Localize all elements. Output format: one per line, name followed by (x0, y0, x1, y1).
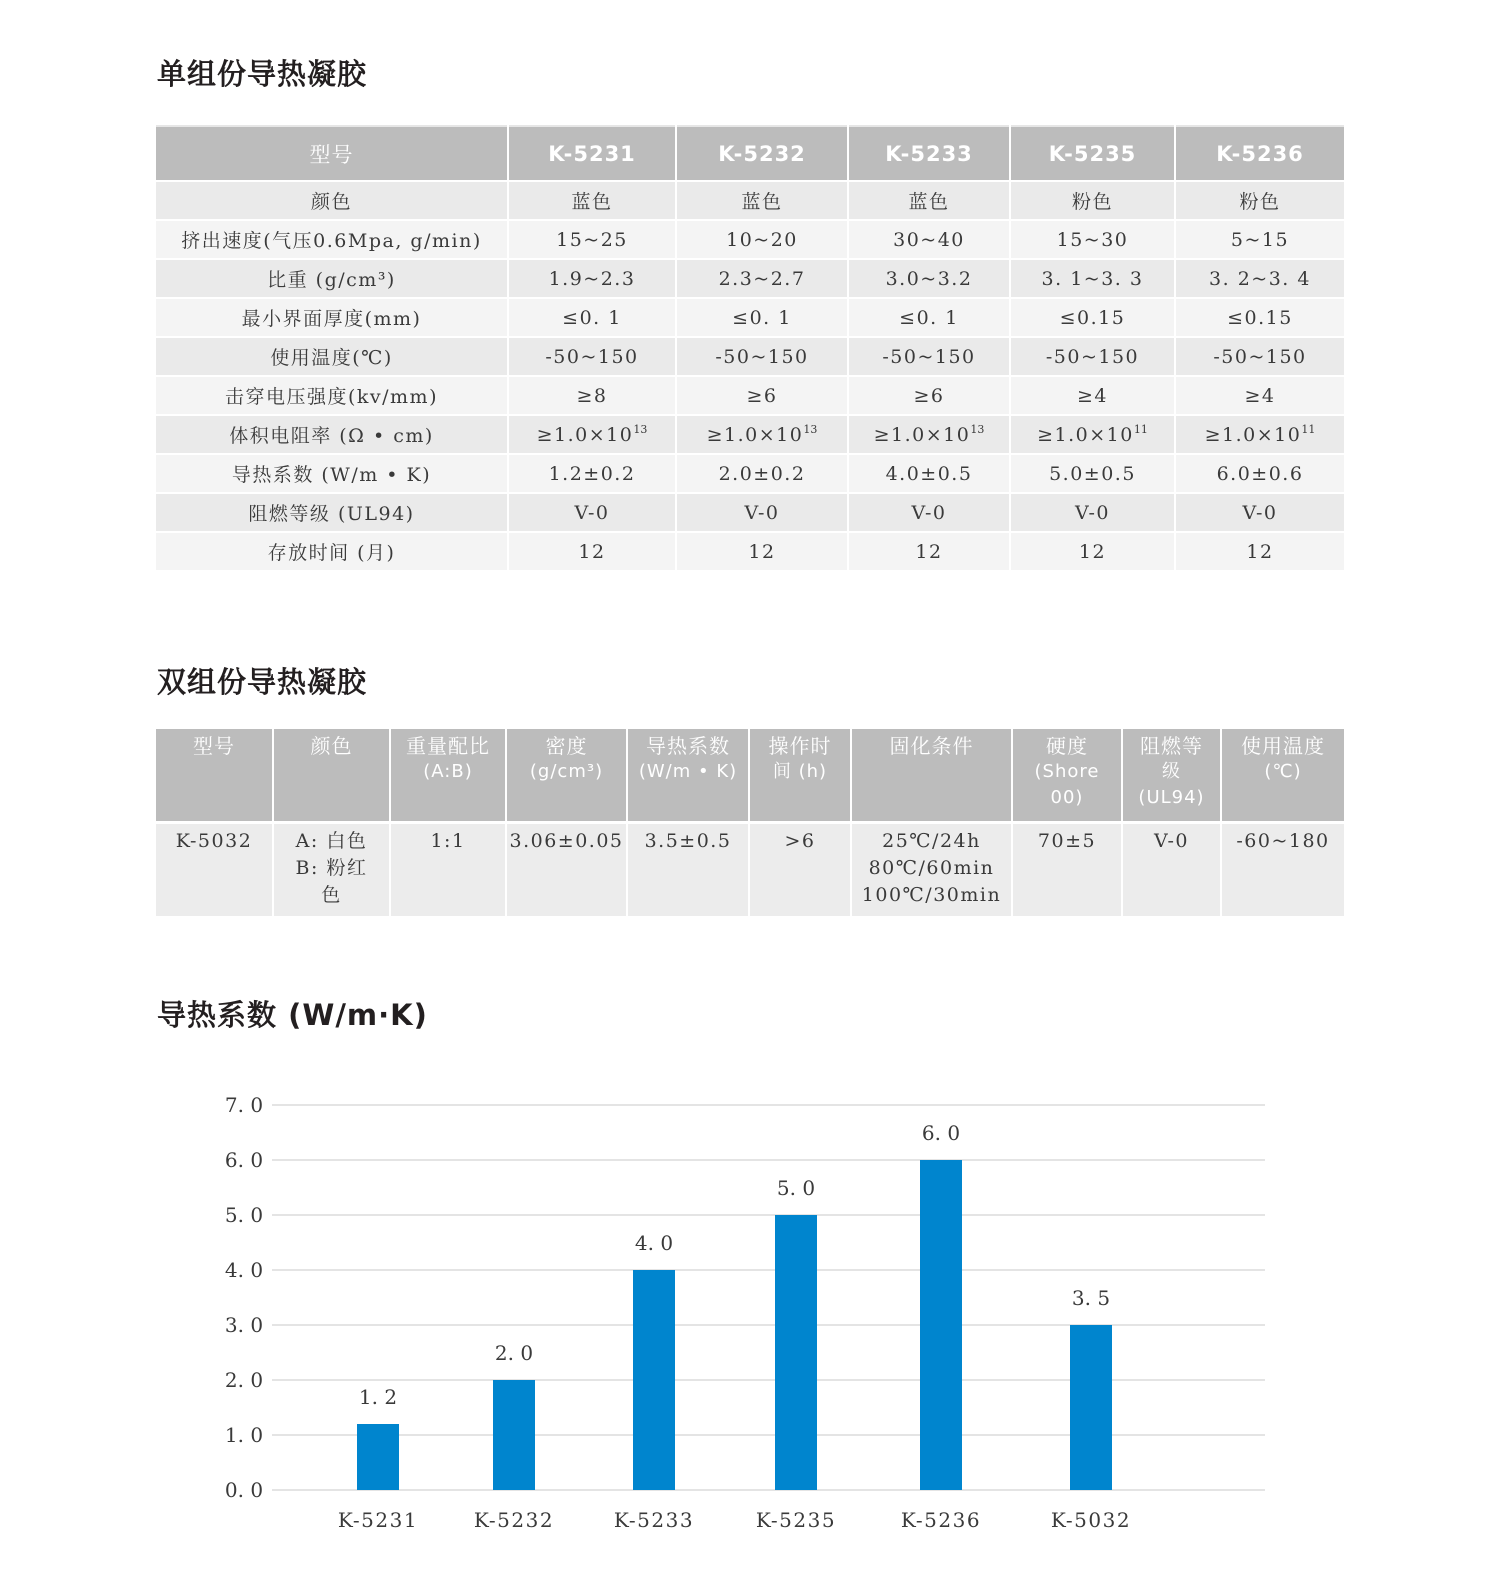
bar-value-label: 2. 0 (494, 1341, 534, 1365)
row-label: 击穿电压强度(kv/mm) (156, 376, 508, 415)
two-component-table (156, 729, 1344, 916)
section-title-single: 单组份导热凝胶 (157, 57, 368, 91)
x-tick-label: K-5231 (337, 1508, 419, 1532)
table-cell: V-0 (1175, 493, 1344, 532)
header-k5233: K-5233 (848, 126, 1010, 181)
table-row (156, 220, 1344, 259)
table-cell: 12 (1010, 532, 1175, 570)
bar-value-label: 1. 2 (358, 1385, 398, 1409)
table-cell: 15~25 (508, 220, 676, 259)
x-tick-label: K-5233 (613, 1508, 695, 1532)
table-cell: 4.0±0.5 (848, 454, 1010, 493)
table-cell: V-0 (1010, 493, 1175, 532)
conductivity-bar-chart (0, 1060, 1500, 1560)
row-label: 比重 (g/cm³) (156, 259, 508, 298)
table-cell: 3. 1~3. 3 (1010, 259, 1175, 298)
table-cell: -50~150 (508, 337, 676, 376)
header-k5232: K-5232 (676, 126, 848, 181)
table-cell: 2.0±0.2 (676, 454, 848, 493)
y-tick-label: 4. 0 (224, 1258, 264, 1282)
table-cell: 12 (1175, 532, 1344, 570)
bar (775, 1215, 817, 1490)
table-row (156, 259, 1344, 298)
table-cell: 3. 2~3. 4 (1175, 259, 1344, 298)
cell-model: K-5032 (156, 823, 273, 917)
cell-color: A: 白色 B: 粉红 色 (273, 823, 390, 917)
y-tick-label: 3. 0 (224, 1313, 264, 1337)
x-tick-label: K-5232 (473, 1508, 555, 1532)
table-cell: 2.3~2.7 (676, 259, 848, 298)
bar (357, 1424, 399, 1490)
cell-operating-time: >6 (749, 823, 851, 917)
table-cell: 3.0~3.2 (848, 259, 1010, 298)
table-cell: ≤0.15 (1175, 298, 1344, 337)
table-cell: 12 (508, 532, 676, 570)
table-row (156, 376, 1344, 415)
table-row (156, 298, 1344, 337)
table-row (156, 823, 1344, 917)
table-cell: ≥4 (1175, 376, 1344, 415)
table-cell: 蓝色 (508, 181, 676, 220)
table-cell: 1.9~2.3 (508, 259, 676, 298)
bar-value-label: 5. 0 (776, 1176, 816, 1200)
table-cell: $\ge 1.0\times 10^{11}$ (1175, 415, 1344, 454)
table-cell: ≤0. 1 (676, 298, 848, 337)
bar-value-label: 4. 0 (634, 1231, 674, 1255)
y-tick-label: 1. 0 (224, 1423, 264, 1447)
table-cell: ≥8 (508, 376, 676, 415)
cell-cure-conditions: 25℃/24h 80℃/60min 100℃/30min (851, 823, 1012, 917)
table-cell: 6.0±0.6 (1175, 454, 1344, 493)
table-cell: ≥6 (676, 376, 848, 415)
bar-value-label: 3. 5 (1071, 1286, 1111, 1310)
table-row (156, 415, 1344, 454)
table-cell: -50~150 (1175, 337, 1344, 376)
table-cell: 15~30 (1010, 220, 1175, 259)
bar (633, 1270, 675, 1490)
table-cell: 30~40 (848, 220, 1010, 259)
bar-value-label: 6. 0 (921, 1121, 961, 1145)
row-label: 体积电阻率 (Ω • cm) (156, 415, 508, 454)
table-cell: V-0 (676, 493, 848, 532)
header-flame-rating: 阻燃等 级 (UL94) (1122, 729, 1221, 823)
table-cell: 1.2±0.2 (508, 454, 676, 493)
cell-conductivity: 3.5±0.5 (627, 823, 749, 917)
table-cell: ≤0. 1 (848, 298, 1010, 337)
table-row (156, 532, 1344, 570)
bar (493, 1380, 535, 1490)
row-label: 使用温度(℃) (156, 337, 508, 376)
row-label: 最小界面厚度(mm) (156, 298, 508, 337)
table-cell: ≤0. 1 (508, 298, 676, 337)
header-operating-time: 操作时 间 (h) (749, 729, 851, 823)
table-cell: 5~15 (1175, 220, 1344, 259)
table-cell: 蓝色 (676, 181, 848, 220)
bar (1070, 1325, 1112, 1490)
table-row (156, 181, 1344, 220)
cell-hardness: 70±5 (1012, 823, 1122, 917)
header-color: 颜色 (273, 729, 390, 823)
table-cell: 粉色 (1175, 181, 1344, 220)
table-cell: $\ge 1.0\times 10^{11}$ (1010, 415, 1175, 454)
table-cell: -50~150 (676, 337, 848, 376)
header-conductivity: 导热系数 (W/m • K) (627, 729, 749, 823)
table-cell: 12 (676, 532, 848, 570)
y-tick-label: 6. 0 (224, 1148, 264, 1172)
y-tick-label: 5. 0 (224, 1203, 264, 1227)
row-label: 存放时间 (月) (156, 532, 508, 570)
header-model: 型号 (156, 126, 508, 181)
table-cell: V-0 (848, 493, 1010, 532)
table-cell: $\ge 1.0\times 10^{13}$ (848, 415, 1010, 454)
section-title-two-component: 双组份导热凝胶 (157, 665, 368, 699)
table-cell: V-0 (508, 493, 676, 532)
table-cell: 5.0±0.5 (1010, 454, 1175, 493)
y-tick-label: 0. 0 (224, 1478, 264, 1502)
header-density: 密度 (g/cm³) (506, 729, 627, 823)
table-cell: -50~150 (1010, 337, 1175, 376)
cell-density: 3.06±0.05 (506, 823, 627, 917)
table-cell: 10~20 (676, 220, 848, 259)
x-tick-label: K-5032 (1050, 1508, 1132, 1532)
chart-title: 导热系数 (W/m·K) (157, 998, 428, 1032)
header-k5235: K-5235 (1010, 126, 1175, 181)
table-row (156, 337, 1344, 376)
table-row (156, 493, 1344, 532)
header-k5231: K-5231 (508, 126, 676, 181)
table-cell: -50~150 (848, 337, 1010, 376)
table-cell: ≥6 (848, 376, 1010, 415)
table-cell: ≤0.15 (1010, 298, 1175, 337)
x-tick-label: K-5236 (900, 1508, 982, 1532)
single-component-table (156, 125, 1344, 570)
row-label: 挤出速度(气压0.6Mpa, g/min) (156, 220, 508, 259)
cell-flame-rating: V-0 (1122, 823, 1221, 917)
header-weight-ratio: 重量配比 (A:B) (390, 729, 506, 823)
table-cell: 粉色 (1010, 181, 1175, 220)
bar (920, 1160, 962, 1490)
cell-ratio: 1:1 (390, 823, 506, 917)
header-k5236: K-5236 (1175, 126, 1344, 181)
y-tick-label: 7. 0 (224, 1093, 264, 1117)
y-tick-label: 2. 0 (224, 1368, 264, 1392)
cell-temperature: -60~180 (1221, 823, 1344, 917)
row-label: 颜色 (156, 181, 508, 220)
header-temperature: 使用温度 (℃) (1221, 729, 1344, 823)
header-hardness: 硬度 (Shore 00) (1012, 729, 1122, 823)
table-cell: $\ge 1.0\times 10^{13}$ (508, 415, 676, 454)
table-cell: $\ge 1.0\times 10^{13}$ (676, 415, 848, 454)
header-cure-conditions: 固化条件 (851, 729, 1012, 823)
table-row (156, 454, 1344, 493)
table-cell: 蓝色 (848, 181, 1010, 220)
table-cell: ≥4 (1010, 376, 1175, 415)
table-cell: 12 (848, 532, 1010, 570)
row-label: 阻燃等级 (UL94) (156, 493, 508, 532)
x-tick-label: K-5235 (755, 1508, 837, 1532)
row-label: 导热系数 (W/m • K) (156, 454, 508, 493)
header-model: 型号 (156, 729, 273, 823)
